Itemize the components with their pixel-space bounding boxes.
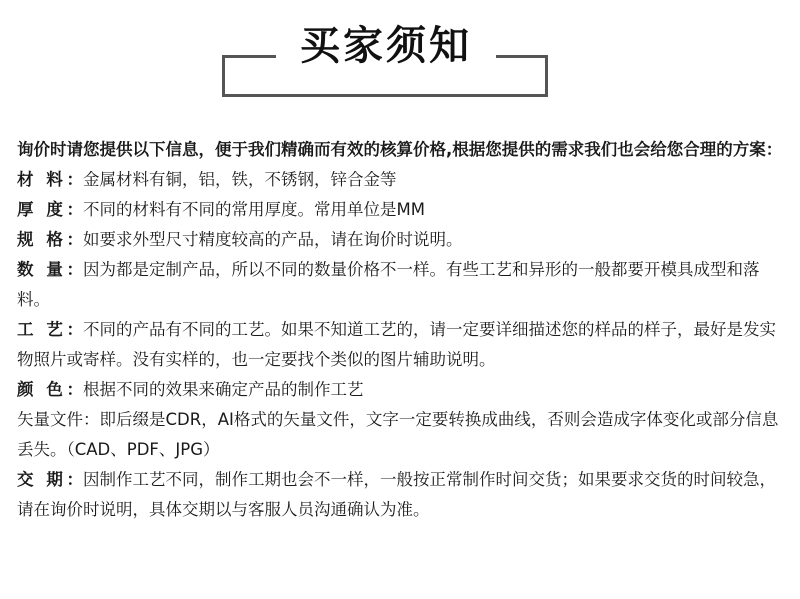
- intro-text: 询价时请您提供以下信息，便于我们精确而有效的核算价格,根据您提供的需求我们也会给您合理的方案：: [17, 140, 783, 159]
- item-label: 交 期：: [17, 470, 83, 489]
- item-label: 数 量：: [17, 260, 83, 279]
- item-text: 因制作工艺不同，制作工期也会不一样，一般按正常制作时间交货；如果要求交货的时间较急，请在询价时说明，具体交期以与客服人员沟通确认为准。: [17, 470, 776, 519]
- item-process: [17, 315, 783, 375]
- item-label: 材 料：: [17, 170, 83, 189]
- notice-content: [17, 135, 783, 525]
- item-text: 金属材料有铜，铝，铁，不锈钢，锌合金等: [83, 170, 397, 189]
- item-label: 规 格：: [17, 230, 83, 249]
- item-label: 颜 色：: [17, 380, 83, 399]
- page-title: 买家须知: [300, 23, 472, 69]
- item-label: 矢量文件：: [17, 410, 100, 429]
- item-text: 不同的产品有不同的工艺。如果不知道工艺的，请一定要详细描述您的样品的样子，最好是发实物照片或寄样。没有实样的，也一定要找个类似的图片辅助说明。: [17, 320, 776, 369]
- item-color: [17, 375, 783, 405]
- item-text: 根据不同的效果来确定产品的制作工艺: [83, 380, 364, 399]
- item-label: 厚 度：: [17, 200, 83, 219]
- item-text: 即后缀是CDR，AI格式的矢量文件，文字一定要转换成曲线，否则会造成字体变化或部分信息丢失。（CAD、PDF、JPG）: [17, 410, 779, 459]
- item-material: [17, 165, 783, 195]
- item-text: 如要求外型尺寸精度较高的产品，请在询价时说明。: [83, 230, 463, 249]
- item-thickness: [17, 195, 783, 225]
- item-text: 因为都是定制产品，所以不同的数量价格不一样。有些工艺和异形的一般都要开模具成型和落料。: [17, 260, 760, 309]
- item-delivery: [17, 465, 783, 525]
- item-quantity: [17, 255, 783, 315]
- item-vector-file: [17, 405, 783, 465]
- item-spec: [17, 225, 783, 255]
- item-text: 不同的材料有不同的常用厚度。常用单位是MM: [83, 200, 425, 219]
- item-label: 工 艺：: [17, 320, 83, 339]
